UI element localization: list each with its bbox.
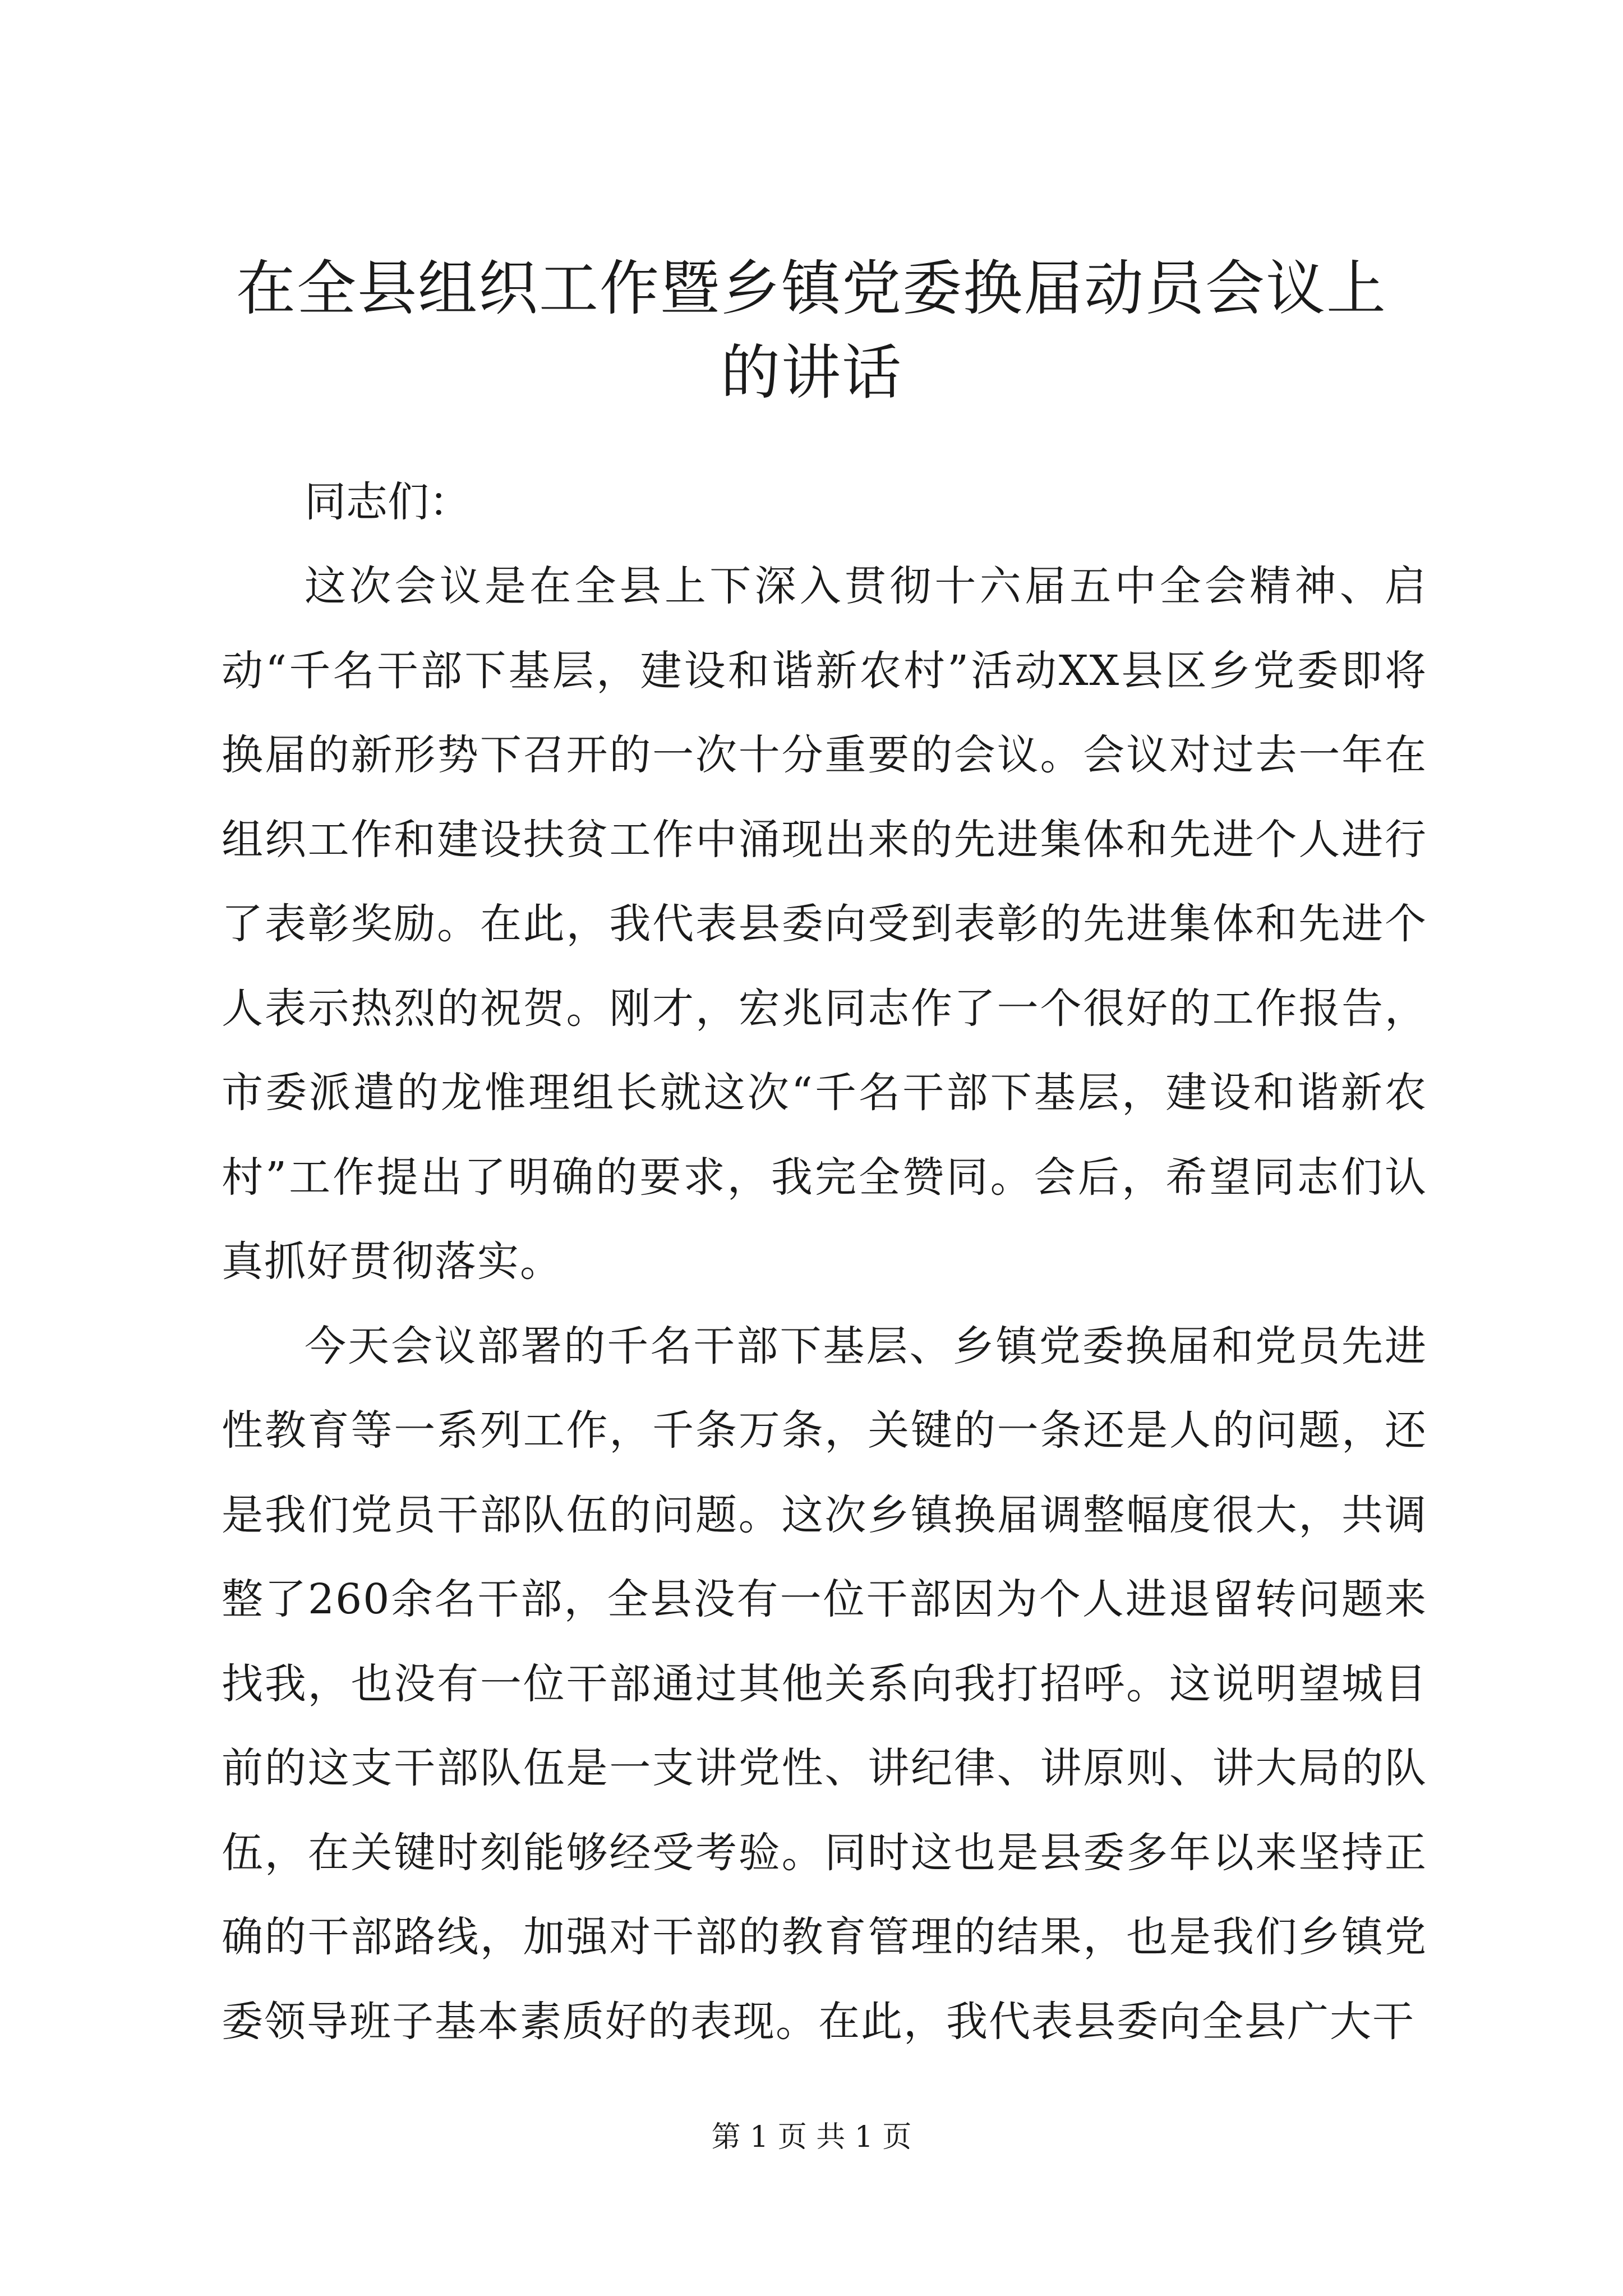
salutation: 同志们： [305, 478, 471, 526]
body-paragraph-2: 今天会议部署的千名干部下基层、乡镇党委换届和党员先进性教育等一系列工作，千条万条，关键的一条还是人的问题，还是我们党员干部队伍的问题。这次乡镇换届调整幅度很大，共调整了260余名干部，全县没有一位干部因为个人进退留转问题来找我，也没有一位干部通过其他关系向我打招呼。这说明望城目前的这支干部队伍是一支讲党性、讲纪律、讲原则、讲大局的队伍，在关键时刻能够经受考验。同时这也是县委多年以来坚持正确的干部路线，加强对干部的教育管理的结果，也是我们乡镇党委领导班子基本素质好的表现。在此，我代表县委向全县广大干 [222, 1322, 1427, 2046]
document-body [222, 460, 1427, 2064]
body-paragraph-1: 这次会议是在全县上下深入贯彻十六届五中全会精神、启动“千名干部下基层，建设和谐新农村”活动XX县区乡党委即将换届的新形势下召开的一次十分重要的会议。会议对过去一年在组织工作和建设扶贫工作中涌现出来的先进集体和先进个人进行了表彰奖励。在此，我代表县委向受到表彰的先进集体和先进个人表示热烈的祝贺。刚才，宏兆同志作了一个很好的工作报告，市委派遣的龙惟理组长就这次“千名干部下基层，建设和谐新农村”工作提出了明确的要求，我完全赞同。会后，希望同志们认真抓好贯彻落实。 [222, 562, 1427, 1286]
document-title: 在全县组织工作暨乡镇党委换届动员会议上的讲话 [236, 254, 1387, 407]
page-number-footer: 第 1 页 共 1 页 [711, 2120, 912, 2154]
